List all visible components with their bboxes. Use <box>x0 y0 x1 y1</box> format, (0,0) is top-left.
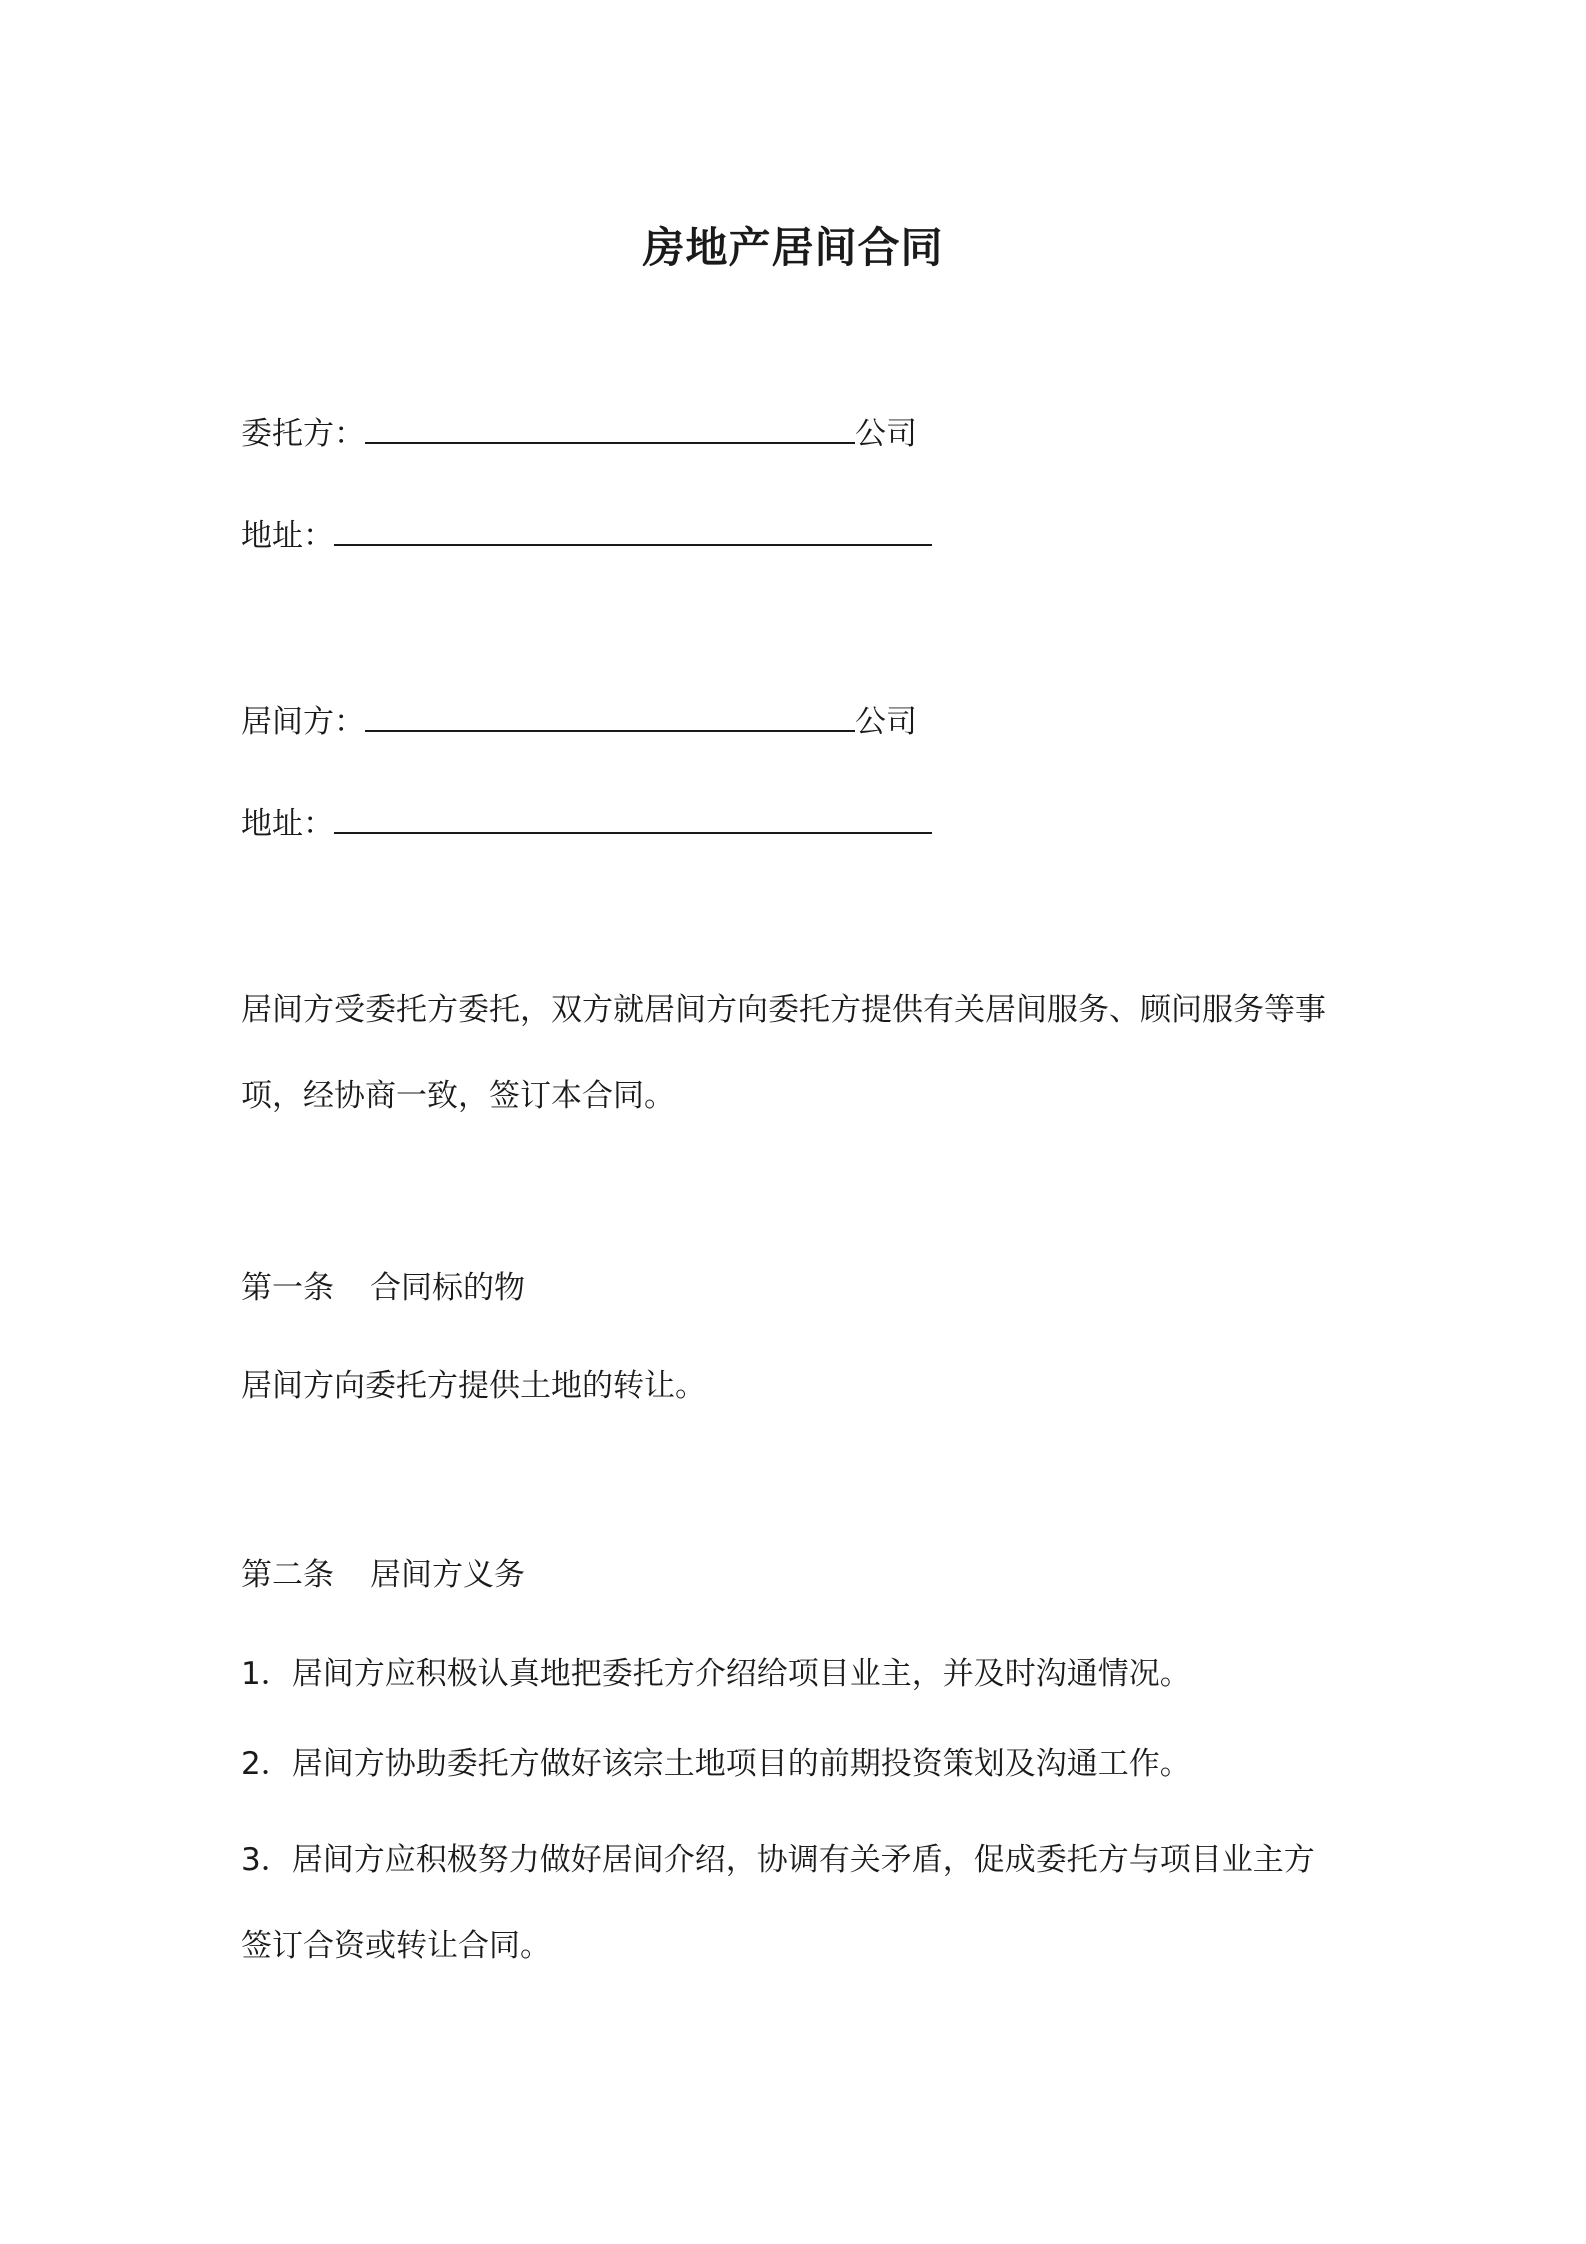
article-1-body: 居间方向委托方提供土地的转让。 <box>241 1368 706 1404</box>
agent-line <box>241 702 917 742</box>
client-address-label: 地址： <box>241 518 334 554</box>
article-2-item-1: 1．居间方应积极认真地把委托方介绍给项目业主，并及时沟通情况。 <box>241 1656 1191 1692</box>
document-title: 房地产居间合同 <box>642 223 944 272</box>
client-address-blank <box>334 516 932 546</box>
article-2-item-3-line-2: 签订合资或转让合同。 <box>241 1928 551 1964</box>
agent-suffix: 公司 <box>855 704 917 740</box>
preamble-line-2: 项，经协商一致，签订本合同。 <box>241 1078 675 1114</box>
article-2-title: 居间方义务 <box>370 1557 525 1593</box>
agent-label: 居间方： <box>241 704 365 740</box>
article-2-heading <box>241 1555 525 1595</box>
article-2-item-2: 2．居间方协助委托方做好该宗土地项目的前期投资策划及沟通工作。 <box>241 1746 1191 1782</box>
client-line <box>241 414 917 454</box>
preamble-line-1: 居间方受委托方委托，双方就居间方向委托方提供有关居间服务、顾问服务等事 <box>241 992 1326 1028</box>
article-2-item-3-line-1: 3．居间方应积极努力做好居间介绍，协调有关矛盾，促成委托方与项目业主方 <box>241 1842 1315 1878</box>
article-1-heading <box>241 1268 525 1308</box>
agent-address-blank <box>334 804 932 834</box>
client-address-line <box>241 516 932 556</box>
article-1-title: 合同标的物 <box>370 1270 525 1306</box>
agent-address-line <box>241 804 932 844</box>
agent-address-label: 地址： <box>241 806 334 842</box>
article-1-number: 第一条 <box>241 1270 334 1306</box>
client-label: 委托方： <box>241 416 365 452</box>
agent-name-blank <box>365 702 855 732</box>
client-name-blank <box>365 414 855 444</box>
client-suffix: 公司 <box>855 416 917 452</box>
article-2-number: 第二条 <box>241 1557 334 1593</box>
